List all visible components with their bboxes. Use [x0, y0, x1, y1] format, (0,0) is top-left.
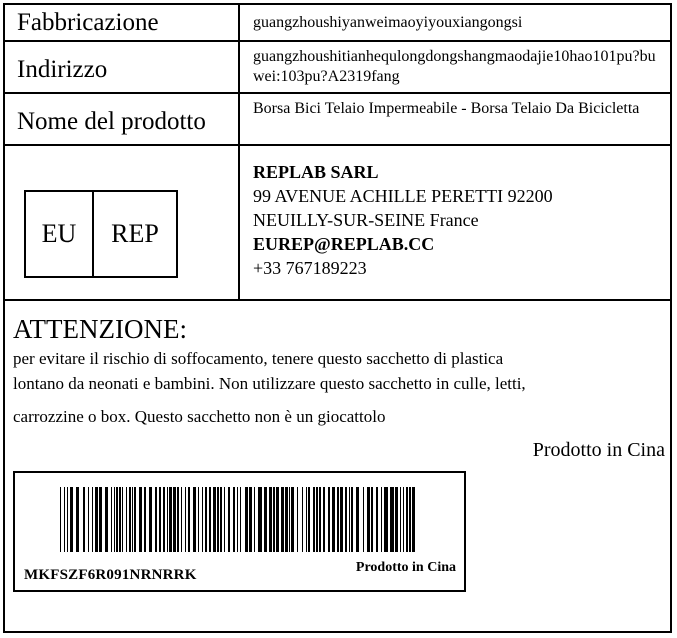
barcode-bar [291, 487, 294, 552]
product-name-row [5, 94, 670, 146]
barcode-bar [122, 487, 123, 552]
barcode-bar [390, 487, 394, 552]
column-divider [238, 146, 240, 299]
barcode-bar [233, 487, 235, 552]
barcode-bar [273, 487, 275, 552]
warning-line-1: per evitare il rischio di soffocamento, tenere questo sacchetto di plastica [13, 349, 504, 368]
barcode-bar [92, 487, 93, 552]
product-name-label: Nome del prodotto [17, 108, 206, 135]
address-value: guangzhoushitianhequlongdongshangmaodajie10hao101pu?buwei:103pu?A2319fang [253, 48, 656, 85]
barcode-bar [126, 487, 127, 552]
barcode-bar [323, 487, 325, 552]
barcode-bar [249, 487, 252, 552]
barcode-bar [169, 487, 172, 552]
eu-rep-phone: +33 767189223 [253, 258, 367, 278]
barcode-bar [254, 487, 255, 552]
column-divider [238, 5, 240, 40]
barcode-label [13, 471, 466, 592]
barcode-bar [149, 487, 152, 552]
barcode-bar [167, 487, 168, 552]
warning-text [13, 346, 653, 429]
manufacturer-value: guangzhoushiyanweimaoyiyouxiangongsi [253, 14, 523, 31]
barcode-bar [384, 487, 388, 552]
barcode-bar [177, 487, 179, 552]
barcode-bar [134, 487, 136, 552]
barcode-bar [306, 487, 307, 552]
barcode-bar [400, 487, 401, 552]
barcode-bar [139, 487, 142, 552]
barcode-bar [332, 487, 335, 552]
barcode-bar [220, 487, 222, 552]
barcode-bar [119, 487, 121, 552]
barcode-bar [60, 487, 61, 552]
barcode-bar [395, 487, 398, 552]
barcode-bar [264, 487, 267, 552]
barcode-bar [340, 487, 343, 552]
eu-rep-street: 99 AVENUE ACHILLE PERETTI 92200 [253, 186, 553, 206]
warning-line-3: carrozzine o box. Questo sacchetto non è un giocattolo [13, 407, 386, 426]
barcode-bar [237, 487, 238, 552]
barcode-bar [269, 487, 272, 552]
address-row [5, 42, 670, 94]
barcode-bar [163, 487, 165, 552]
barcode-bar [381, 487, 382, 552]
barcode-bar [351, 487, 353, 552]
barcode-bar [132, 487, 133, 552]
barcode-bar [64, 487, 65, 552]
barcode-bar [193, 487, 196, 552]
eu-rep-company: REPLAB SARL [253, 162, 379, 182]
barcode-bar [316, 487, 318, 552]
barcode-bar [202, 487, 203, 552]
barcode-bar [144, 487, 146, 552]
barcode-bar [67, 487, 68, 552]
barcode-bar [217, 487, 219, 552]
barcode-bar [289, 487, 290, 552]
warning-title: ATTENZIONE: [13, 314, 187, 344]
barcode-bar [281, 487, 284, 552]
barcode [60, 487, 415, 552]
barcode-bar [188, 487, 190, 552]
eu-rep-details [253, 160, 553, 280]
eu-rep-badge-left: EU [26, 192, 94, 276]
barcode-bar [297, 487, 298, 552]
column-divider [238, 42, 240, 92]
barcode-bar [99, 487, 102, 552]
barcode-bar [76, 487, 79, 552]
barcode-bar [276, 487, 279, 552]
barcode-bar [209, 487, 211, 552]
barcode-bar [224, 487, 225, 552]
barcode-bar [228, 487, 230, 552]
barcode-bar [114, 487, 115, 552]
barcode-bar [88, 487, 89, 552]
barcode-bar [205, 487, 207, 552]
barcode-bar [185, 487, 186, 552]
barcode-bar [285, 487, 288, 552]
barcode-code: MKFSZF6R091NRNRRK [24, 567, 197, 583]
barcode-bar [409, 487, 411, 552]
product-name-value: Borsa Bici Telaio Impermeabile - Borsa Telaio Da Bicicletta [253, 100, 640, 117]
barcode-bar [129, 487, 131, 552]
barcode-bar [337, 487, 339, 552]
barcode-origin: Prodotto in Cina [355, 560, 456, 575]
barcode-bar [70, 487, 73, 552]
eu-rep-badge [24, 190, 178, 278]
eu-rep-row [5, 146, 670, 301]
eu-rep-city: NEUILLY-SUR-SEINE France [253, 210, 479, 230]
barcode-bar [367, 487, 370, 552]
barcode-bar [173, 487, 176, 552]
barcode-bar [376, 487, 378, 552]
barcode-bar [363, 487, 364, 552]
barcode-bar [356, 487, 359, 552]
barcode-bar [328, 487, 330, 552]
eu-rep-email: EUREP@REPLAB.CC [253, 234, 435, 254]
origin-text: Prodotto in Cina [532, 439, 665, 461]
barcode-bar [159, 487, 161, 552]
barcode-bar [213, 487, 216, 552]
barcode-bar [111, 487, 112, 552]
barcode-bar [240, 487, 241, 552]
column-divider [238, 94, 240, 144]
barcode-bar [406, 487, 408, 552]
barcode-bar [198, 487, 199, 552]
barcode-bar [95, 487, 98, 552]
barcode-bar [181, 487, 182, 552]
manufacturer-label: Fabbricazione [17, 9, 159, 36]
barcode-bar [302, 487, 303, 552]
barcode-bar [412, 487, 415, 552]
warning-line-2: lontano da neonati e bambini. Non utilizzare questo sacchetto in culle, letti, [13, 374, 526, 393]
barcode-bar [319, 487, 321, 552]
eu-rep-badge-right: REP [111, 219, 159, 248]
barcode-bar [349, 487, 350, 552]
barcode-bar [105, 487, 108, 552]
barcode-bar [403, 487, 404, 552]
barcode-bar [116, 487, 118, 552]
barcode-bar [83, 487, 85, 552]
barcode-bar [258, 487, 262, 552]
barcode-bar [313, 487, 315, 552]
barcode-bar [345, 487, 347, 552]
barcode-bar [155, 487, 157, 552]
barcode-bar [371, 487, 373, 552]
manufacturer-row [5, 5, 670, 42]
barcode-bar [308, 487, 310, 552]
barcode-bar [245, 487, 248, 552]
address-label: Indirizzo [17, 56, 108, 83]
